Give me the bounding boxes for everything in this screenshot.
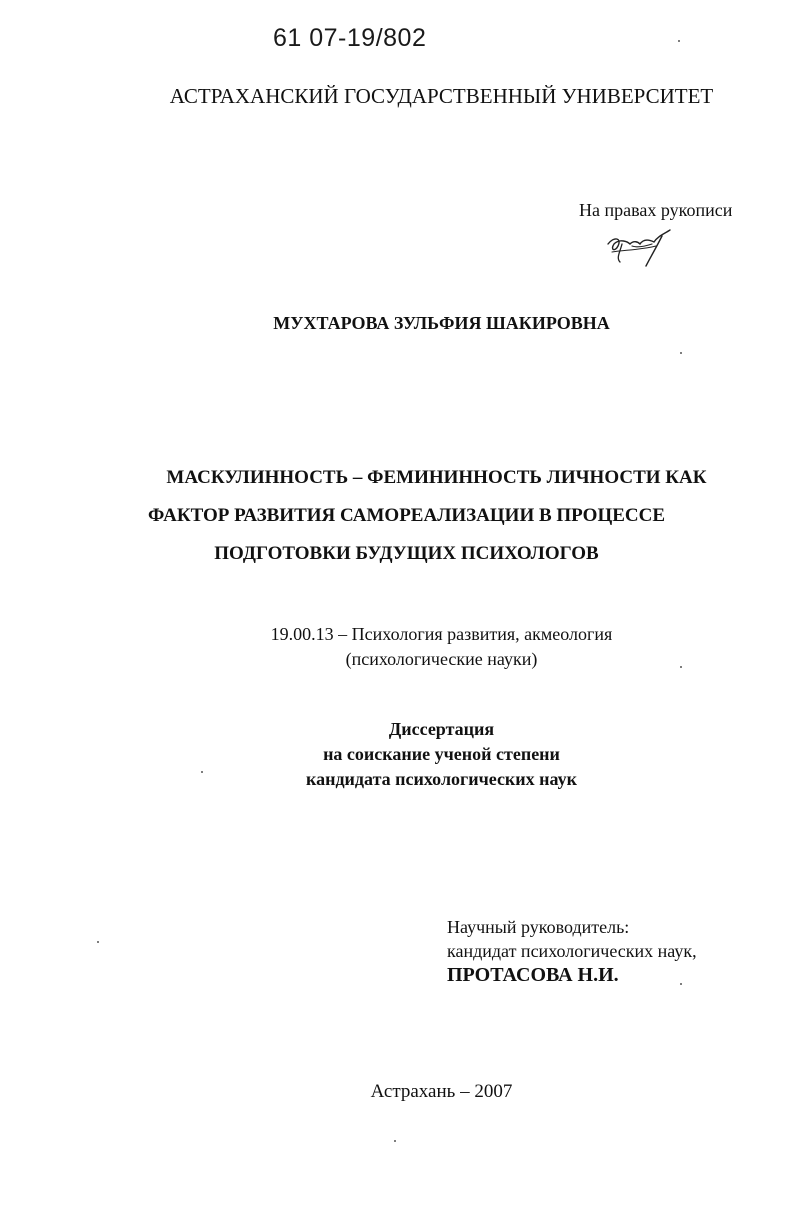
title-line: ФАКТОР РАЗВИТИЯ САМОРЕАЛИЗАЦИИ В ПРОЦЕССЕ [147, 505, 666, 526]
manuscript-note: На правах рукописи [579, 200, 733, 220]
dissertation-title [0, 459, 793, 573]
scan-speck [97, 941, 99, 943]
title-line: МАСКУЛИННОСТЬ – ФЕМИНИННОСТЬ ЛИЧНОСТИ КАК [166, 467, 707, 488]
scan-speck [201, 771, 203, 773]
scan-speck [680, 666, 682, 668]
author-name: МУХТАРОВА ЗУЛЬФИЯ ШАКИРОВНА [273, 313, 610, 333]
archive-code: 61 07-19/802 [273, 24, 427, 52]
advisor-block [447, 915, 697, 987]
advisor-name: ПРОТАСОВА Н.И. [447, 964, 619, 986]
advisor-role: Научный руководитель: [447, 917, 630, 937]
scan-speck [394, 1140, 396, 1142]
advisor-degree: кандидат психологических наук, [447, 941, 697, 961]
scan-speck [680, 983, 682, 985]
degree-block [0, 717, 793, 792]
signature-icon [600, 222, 680, 270]
university-name: АСТРАХАНСКИЙ ГОСУДАРСТВЕННЫЙ УНИВЕРСИТЕТ [169, 84, 714, 108]
degree-level: кандидата психологических наук [305, 769, 578, 789]
scan-speck [678, 40, 680, 42]
specialty-block [0, 622, 793, 672]
title-line: ПОДГОТОВКИ БУДУЩИХ ПСИХОЛОГОВ [214, 543, 599, 564]
specialty-field: (психологические науки) [345, 649, 538, 669]
degree-purpose: на соискание ученой степени [323, 744, 560, 764]
specialty-code: 19.00.13 – Психология развития, акмеология [270, 624, 613, 644]
degree-type: Диссертация [388, 719, 495, 739]
scan-speck [680, 352, 682, 354]
city-year: Астрахань – 2007 [370, 1081, 513, 1102]
